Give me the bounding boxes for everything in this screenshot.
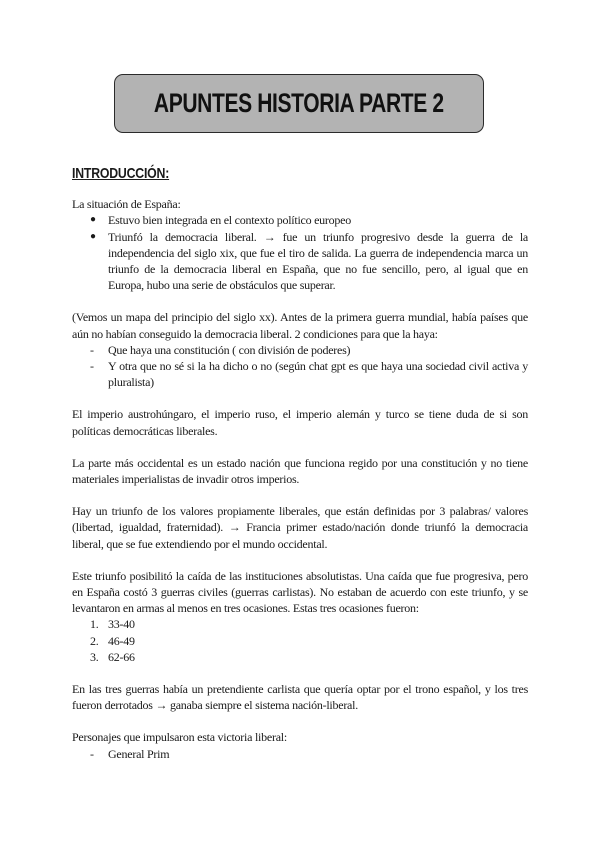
numbered-list (72, 616, 528, 665)
list-item: - General Prim (90, 746, 170, 761)
section-heading: INTRODUCCIÓN: (72, 165, 170, 182)
list-item: - Y otra que no sé si la ha dicho o no (según chat gpt es que haya una sociedad civil activa y pluralista) (90, 359, 528, 390)
paragraph-empires: El imperio austrohúngaro, el imperio ruso, el imperio alemán y turco se tiene duda de si son políticas democráticas liberales. (72, 407, 528, 438)
paragraph-carlist: En las tres guerras había un pretendiente carlista que quería optar por el trono español, y los tres fueron derrotados → ganaba siempre el sistema nación-liberal. (72, 682, 528, 713)
document-title: APUNTES HISTORIA PARTE 2 (154, 88, 444, 118)
list-item: 3. 62-66 (90, 649, 135, 664)
paragraph-map: (Vemos un mapa del principio del siglo xx). Antes de la primera guerra mundial, había países que aún no habían conseguido la democracia liberal. 2 condiciones para que la haya: (72, 310, 528, 341)
paragraph-fall: Este triunfo posibilitó la caída de las instituciones absolutistas. Una caída que fue progresiva, pero en España costó 3 guerras civiles (guerras carlistas). No estaban de acuerdo con este triunfo, y se levantaron en armas al menos en tres ocasiones. Estas tres ocasiones fueron: (72, 568, 528, 616)
list-item: 2. 46-49 (90, 633, 135, 648)
list-item: - Que haya una constitución ( con división de poderes) (90, 342, 351, 357)
dash-icon: - (90, 342, 94, 357)
list-item: ● Triunfó la democracia liberal. → fue un triunfo progresivo desde la guerra de la independencia del siglo xix, que fue el tiro de salida. La guerra de independencia marca un triunfo de la democracia liberal en España, que no fue sencillo, pero, al igual que en Europa, hubo una serie de obstáculos que superar. (90, 229, 528, 293)
bullet-icon: ● (90, 230, 96, 242)
dash-list (72, 342, 528, 391)
paragraph-values: Hay un triunfo de los valores propiamente liberales, que están definidas por 3 palabras/ valores (libertad, igualdad, fraternidad). → Francia primer estado/nación donde triunfó la democracia liberal, que se fue extendiendo por el mundo occidental. (72, 504, 528, 551)
title-box (114, 74, 484, 133)
bullet-icon: ● (90, 214, 96, 226)
people-list (72, 746, 528, 762)
people-label: Personajes que impulsaron esta victoria liberal: (72, 730, 287, 745)
dash-icon: - (90, 746, 94, 761)
document-body (72, 166, 528, 762)
bullet-list (72, 212, 528, 293)
paragraph-west: La parte más occidental es un estado nación que funciona regido por una constitución y no tiene materiales imperialistas de invadir otros imperios. (72, 455, 528, 487)
list-item: 1. 33-40 (90, 617, 135, 632)
intro-label: La situación de España: (72, 197, 181, 212)
list-item: ● Estuvo bien integrada en el contexto político europeo (90, 213, 352, 228)
dash-icon: - (90, 359, 94, 374)
